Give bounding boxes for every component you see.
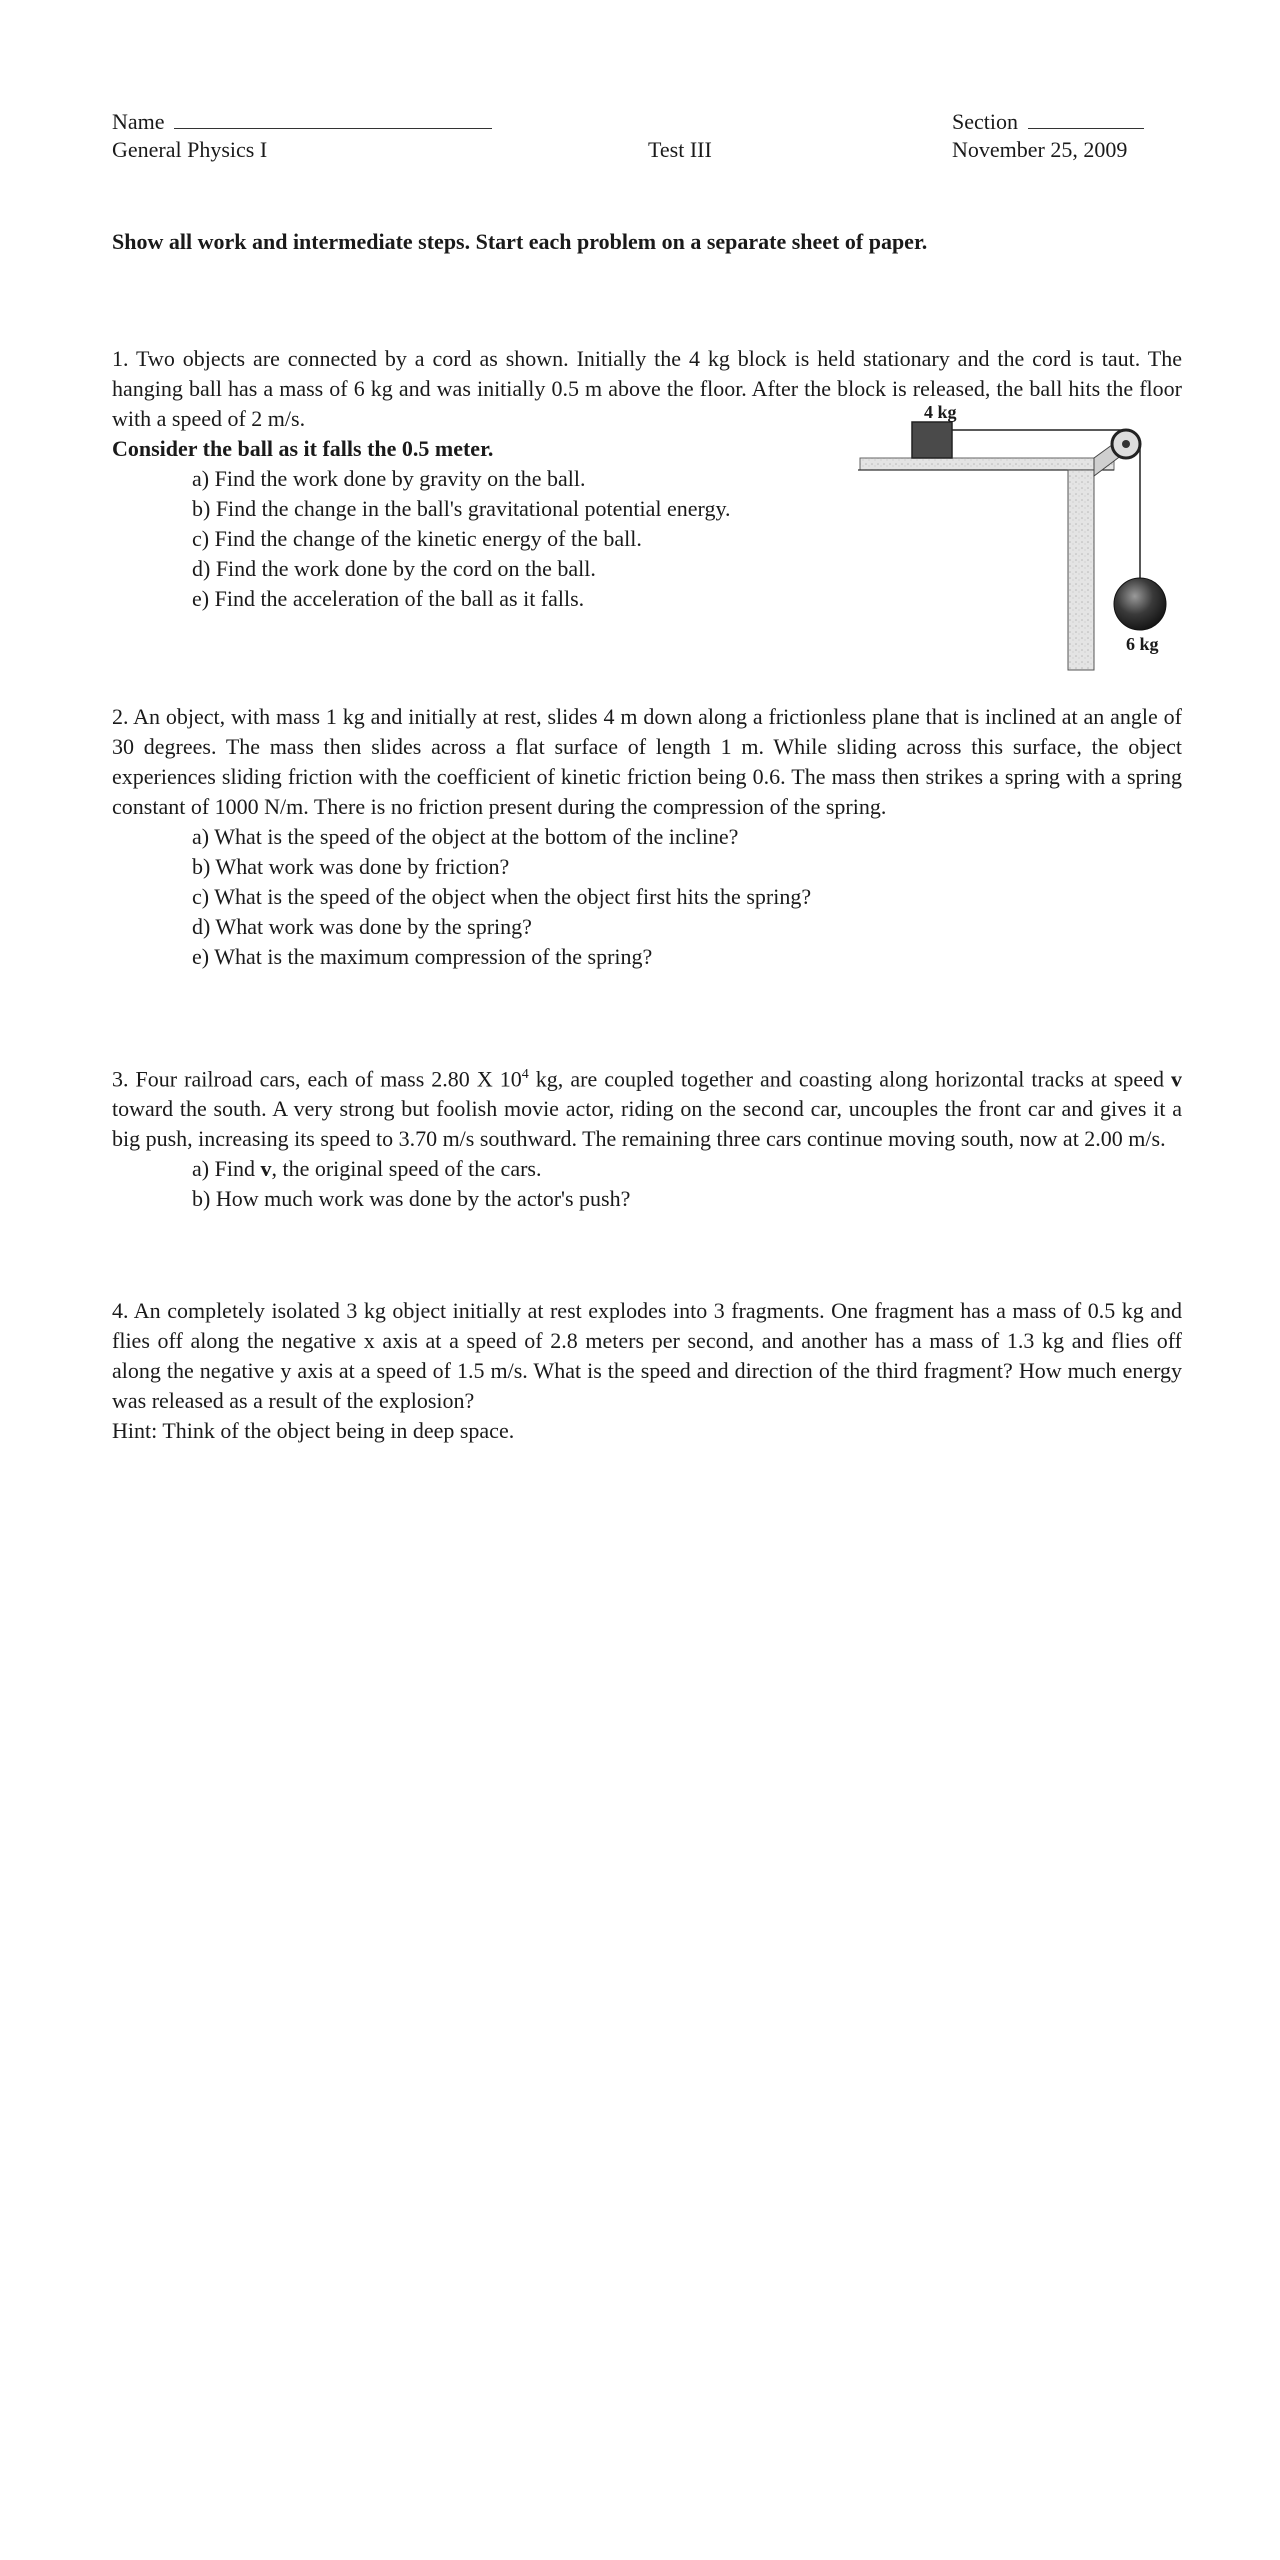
block bbox=[912, 422, 952, 458]
problem-2-part-a: a) What is the speed of the object at the bottom of the incline? bbox=[192, 824, 739, 849]
problem-3-part-a bbox=[192, 1154, 1182, 1184]
problem-3-text-start: 3. Four railroad cars, each of mass 2.80 X 10 bbox=[112, 1066, 522, 1092]
problem-3-var-v: v bbox=[1170, 1066, 1182, 1092]
problem-3-text bbox=[112, 1060, 1182, 1154]
section-field[interactable] bbox=[952, 108, 1144, 136]
problem-3-parts bbox=[192, 1154, 1182, 1214]
problem-2-part-b: b) What work was done by friction? bbox=[192, 854, 510, 879]
problem-3-part-a-prefix: a) Find bbox=[192, 1156, 261, 1182]
problem-2-parts bbox=[192, 822, 1182, 972]
section-blank[interactable] bbox=[1028, 110, 1144, 129]
problem-3-part-a-var: v bbox=[260, 1156, 272, 1182]
problem-4-hint: Hint: Think of the object being in deep space. bbox=[112, 1418, 515, 1443]
block-mass-label: 4 kg bbox=[924, 402, 957, 422]
ball-mass-label: 6 kg bbox=[1126, 634, 1159, 654]
name-blank[interactable] bbox=[174, 110, 492, 129]
problem-3-text-end: toward the south. A very strong but foolish movie actor, riding on the second car, uncouples the front car and gives it a big push, increasing its speed to 3.70 m/s southward. The remaining three cars continue moving south, now at 2.00 m/s. bbox=[112, 1096, 1182, 1152]
header-left bbox=[112, 108, 492, 164]
problem-1-part-e: e) Find the acceleration of the ball as it falls. bbox=[192, 586, 585, 611]
problem-4-text: 4. An completely isolated 3 kg object initially at rest explodes into 3 fragments. One fragment has a mass of 0.5 kg and flies off along the negative x axis at a speed of 2.8 meters per second, and another has a mass of 1.3 kg and flies off along the negative y axis at a speed of 1.5 m/s. What is the speed and direction of the third fragment? How much energy was released as a result of the explosion? bbox=[112, 1298, 1182, 1413]
problem-3-exponent: 4 bbox=[521, 1067, 529, 1082]
problem-3-part-b: b) How much work was done by the actor's push? bbox=[192, 1186, 631, 1212]
name-label: Name bbox=[112, 109, 165, 134]
table-top bbox=[860, 458, 1114, 470]
problem-1-emphasis: Consider the ball as it falls the 0.5 meter. bbox=[112, 436, 494, 461]
problem-2-text: 2. An object, with mass 1 kg and initially at rest, slides 4 m down along a frictionless plane that is inclined at an angle of 30 degrees. The mass then slides across a flat surface of length 1 m. While sliding across this surface, the object experiences sliding friction with the coefficient of kinetic friction being 0.6. The mass then strikes a spring with a spring constant of 1000 N/m. There is no friction present during the compression of the spring. bbox=[112, 704, 1182, 819]
pulley-axle bbox=[1122, 440, 1130, 448]
problem-2-part-d: d) What work was done by the spring? bbox=[192, 914, 532, 939]
problem-2-part-c: c) What is the speed of the object when the object first hits the spring? bbox=[192, 884, 812, 909]
problem-4 bbox=[112, 1296, 1182, 1446]
problem-1-part-d: d) Find the work done by the cord on the ball. bbox=[192, 556, 596, 581]
problem-3-text-mid: kg, are coupled together and coasting along horizontal tracks at speed bbox=[528, 1066, 1171, 1092]
problem-3 bbox=[112, 1060, 1182, 1214]
problem-1-part-c: c) Find the change of the kinetic energy of the ball. bbox=[192, 526, 642, 551]
ball bbox=[1114, 578, 1166, 630]
test-title: Test III bbox=[648, 137, 712, 162]
problem-1-part-a: a) Find the work done by gravity on the ball. bbox=[192, 466, 586, 491]
section-label: Section bbox=[952, 109, 1018, 134]
instructions: Show all work and intermediate steps. Start each problem on a separate sheet of paper. bbox=[112, 229, 928, 254]
course-title: General Physics I bbox=[112, 137, 268, 162]
table-leg bbox=[1068, 470, 1094, 670]
problem-2-part-e: e) What is the maximum compression of the spring? bbox=[192, 944, 653, 969]
header-right bbox=[952, 108, 1144, 164]
pulley-figure bbox=[858, 402, 1188, 674]
problem-3-part-a-suffix: , the original speed of the cars. bbox=[271, 1156, 542, 1182]
problem-2 bbox=[112, 702, 1182, 972]
problem-1-text: 1. Two objects are connected by a cord as shown. Initially the 4 kg block is held stationary and the cord is taut. The hanging ball has a mass of 6 kg and was initially 0.5 m above the floor. After the block is released, the ball hits the floor with a speed of 2 m/s. bbox=[112, 346, 1182, 431]
test-date: November 25, 2009 bbox=[952, 137, 1128, 162]
problem-1-part-b: b) Find the change in the ball's gravitational potential energy. bbox=[192, 496, 731, 521]
name-field[interactable] bbox=[112, 108, 492, 136]
